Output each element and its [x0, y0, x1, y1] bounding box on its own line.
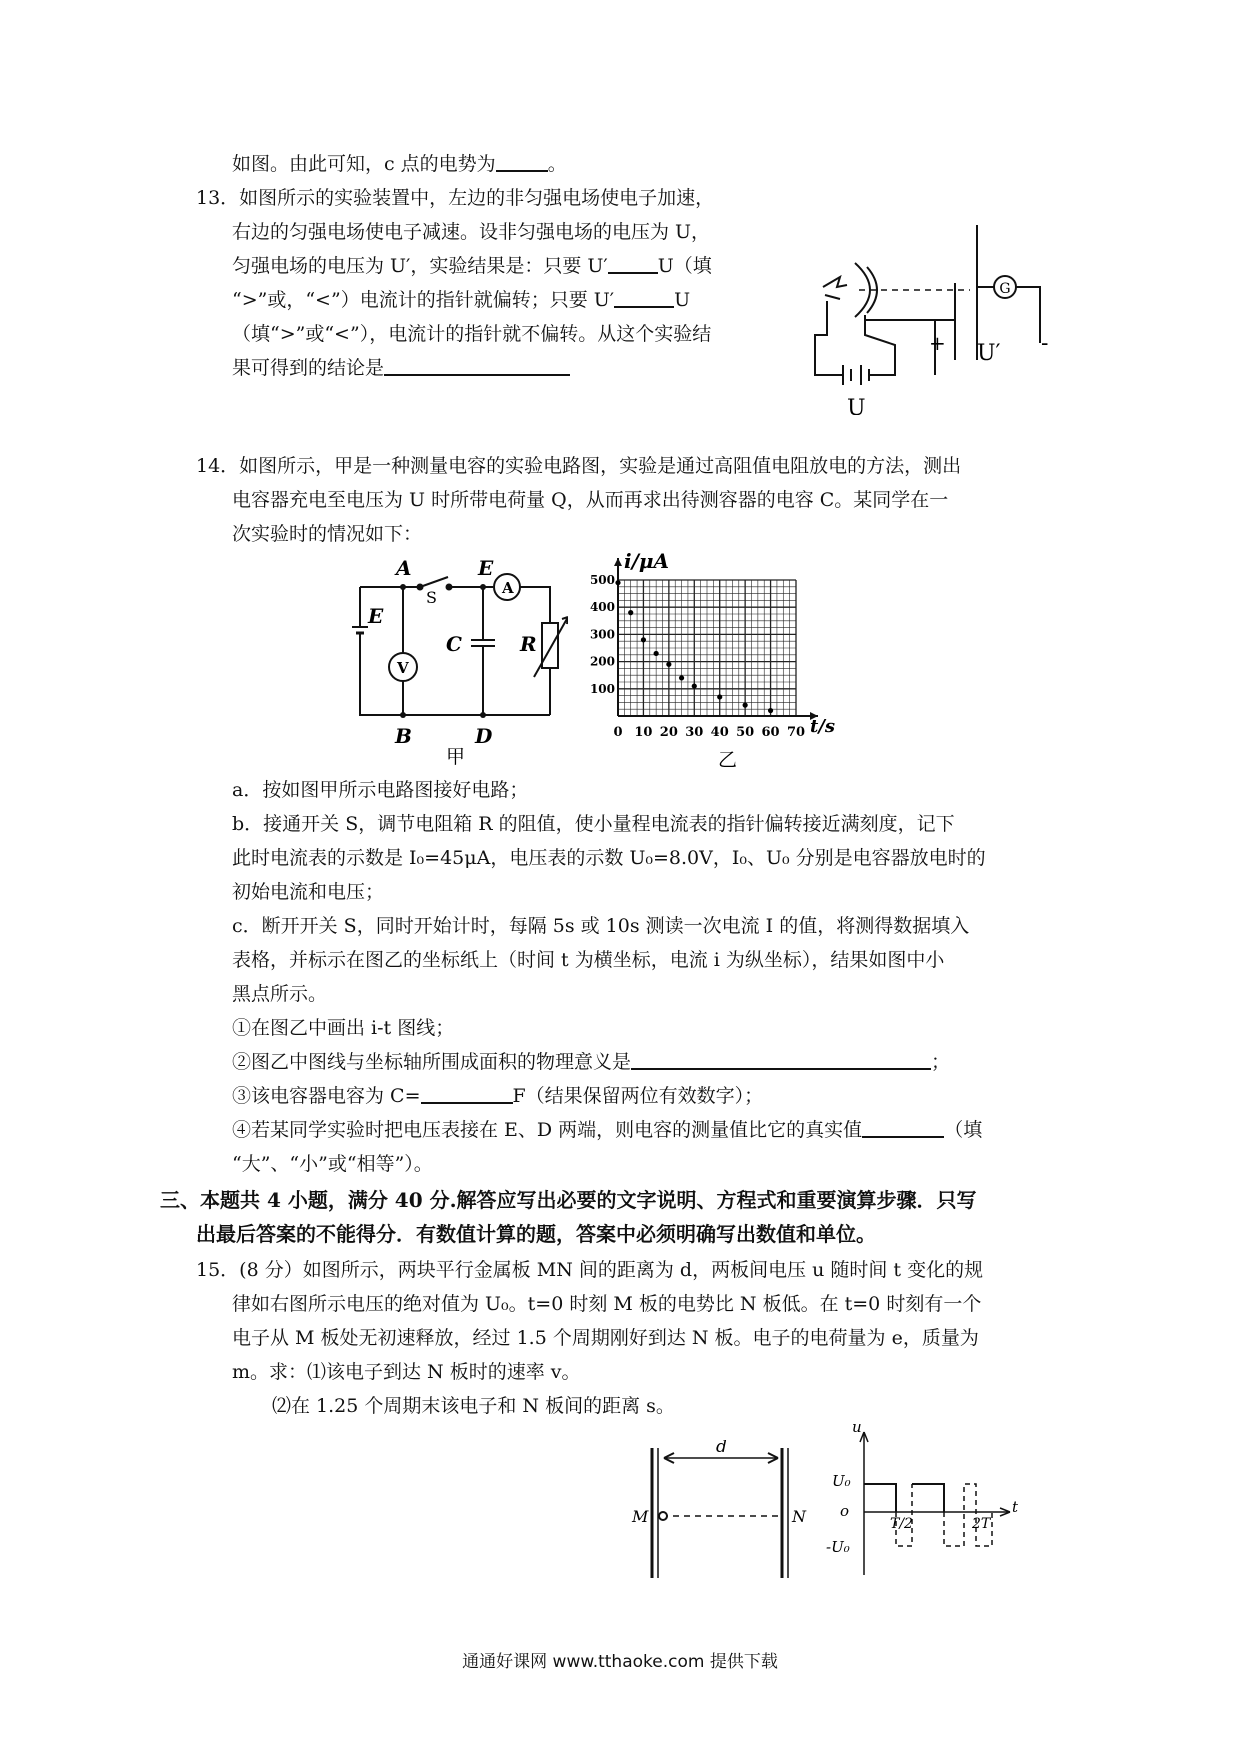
galvanometer-label: G	[999, 281, 1011, 297]
data-point	[743, 703, 748, 708]
x-tick-label: 70	[786, 725, 806, 740]
node-a-label: A	[396, 556, 412, 580]
q14-sub-4-cont: “大”、“小”或“相等”）。	[232, 1153, 433, 1175]
answer-blank	[608, 252, 658, 274]
distance-d-label: d	[716, 1440, 727, 1457]
t-half-label: T/2	[890, 1516, 913, 1532]
q14-step-b-1: b．接通开关 S，调节电阻箱 R 的阻值，使小量程电流表的指针偏转接近满刻度，记下	[232, 813, 955, 835]
answer-blank	[614, 286, 674, 308]
data-point	[654, 651, 659, 656]
data-point	[679, 675, 684, 680]
voltmeter-label: V	[397, 659, 409, 677]
prev-question-tail: 如图。由此可知，c 点的电势为 。	[232, 150, 567, 178]
data-point	[628, 610, 633, 615]
q13-line-2: 右边的匀强电场使电子减速。设非匀强电场的电压为 U，	[232, 221, 711, 243]
two-t-label: 2T	[972, 1516, 991, 1532]
plus-label: +	[929, 331, 946, 355]
y-axis-label: i/μA	[624, 549, 670, 573]
q15-line-1: 15．(8 分）如图所示，两块平行金属板 MN 间的距离为 d，两板间电压 u 随时间 t 变化的规	[196, 1259, 984, 1281]
data-point	[666, 662, 671, 667]
minus-label: -	[1041, 331, 1049, 356]
q13-line-1: 13．如图所示的实验装置中，左边的非匀强电场使电子加速，	[196, 187, 715, 209]
q14-line-1: 14．如图所示，甲是一种测量电容的实验电路图，实验是通过高阻值电阻放电的方法，测出	[196, 455, 962, 477]
plate-n-label: N	[792, 1507, 806, 1526]
u-prime-label: U′	[977, 341, 1001, 366]
figure-yi-caption: 乙	[718, 749, 738, 771]
answer-blank	[631, 1048, 931, 1070]
y-tick-label: 100	[589, 681, 615, 696]
x-axis-label: t/s	[810, 716, 836, 737]
y-tick-label: 400	[589, 600, 615, 615]
data-point	[717, 694, 722, 699]
q14-step-c-1: c．断开开关 S，同时开始计时，每隔 5s 或 10s 测读一次电流 I 的值，将测得数据填入	[232, 915, 970, 937]
figure-jia-caption: 甲	[446, 746, 466, 768]
node-b-label: B	[395, 724, 412, 748]
circuit-diagram	[338, 555, 568, 770]
data-point	[768, 708, 773, 713]
i-t-graph	[588, 548, 848, 773]
answer-blank	[384, 354, 570, 376]
q14-line-3: 次实验时的情况如下：	[232, 523, 423, 545]
x-tick-label: 50	[736, 725, 755, 740]
q15-line-3: 电子从 M 板处无初速释放，经过 1.5 个周期刚好到达 N 板。电子的电荷量为 e，质量为	[232, 1327, 979, 1349]
x-tick-label: 60	[761, 725, 780, 740]
u0-label: U₀	[832, 1472, 851, 1490]
q13-line-3: 匀强电场的电压为 U′，实验结果是：只要 U′ U（填	[232, 252, 712, 280]
section3-line-2: 出最后答案的不能得分．有数值计算的题，答案中必须明确写出数值和单位。	[196, 1222, 876, 1246]
q13-line-4: “>”或，“<”）电流计的指针就偏转；只要 U′ U	[232, 286, 690, 314]
q15-voltage-waveform	[822, 1420, 1022, 1580]
q15-line-2: 律如右图所示电压的绝对值为 U₀。t=0 时刻 M 板的电势比 N 板低。在 t=0 时刻有一个	[232, 1293, 982, 1315]
t-axis-label: t	[1012, 1498, 1019, 1516]
q13-line-5: （填“>”或“<”），电流计的指针就不偏转。从这个实验结	[232, 323, 712, 345]
q14-sub-3: ③该电容器电容为 C= F（结果保留两位有效数字）；	[232, 1082, 763, 1110]
q14-step-b-2: 此时电流表的示数是 I₀=45μA，电压表的示数 U₀=8.0V，I₀、U₀ 分别是电容器放电时的	[232, 847, 986, 869]
data-point	[615, 580, 620, 585]
q15-line-5: ⑵在 1.25 个周期末该电子和 N 板间的距离 s。	[272, 1395, 675, 1417]
switch-s-label: S	[426, 588, 437, 607]
page-footer: 通通好课网 www.tthaoke.com 提供下载	[462, 1652, 778, 1672]
q14-step-c-3: 黑点所示。	[232, 983, 328, 1005]
capacitor-c-label: C	[446, 632, 462, 656]
answer-blank	[496, 150, 548, 172]
y-tick-label: 200	[589, 654, 615, 669]
q14-step-a: a．按如图甲所示电路图接好电路；	[232, 779, 529, 801]
source-e-label: E	[368, 604, 384, 628]
q14-step-c-2: 表格，并标示在图乙的坐标纸上（时间 t 为横坐标，电流 i 为纵坐标），结果如图中小	[232, 949, 945, 971]
x-tick-label: 10	[634, 725, 653, 740]
x-tick-label: 20	[659, 725, 678, 740]
q15-plates-figure	[630, 1440, 810, 1580]
section3-line-1: 三、本题共 4 小题，满分 40 分.解答应写出必要的文字说明、方程式和重要演算步骤．只写	[160, 1188, 977, 1212]
x-tick-label: 40	[710, 725, 729, 740]
q14-sub-4: ④若某同学实验时把电压表接在 E、D 两端，则电容的测量值比它的真实值 （填	[232, 1116, 982, 1144]
x-tick-label: 0	[613, 725, 623, 740]
electron-dot	[659, 1512, 667, 1520]
plate-m-label: M	[632, 1507, 649, 1526]
q13-apparatus-figure	[795, 215, 1080, 415]
y-tick-label: 300	[589, 627, 615, 642]
neg-u0-label: -U₀	[826, 1538, 850, 1556]
u-label: U	[847, 396, 866, 415]
answer-blank	[421, 1082, 513, 1104]
q14-sub-2: ②图乙中图线与坐标轴所围成面积的物理意义是 ；	[232, 1048, 950, 1076]
q14-sub-1: ①在图乙中画出 i-t 图线；	[232, 1017, 455, 1039]
answer-blank	[862, 1116, 944, 1138]
x-tick-label: 30	[685, 725, 704, 740]
resistor-r-label: R	[520, 632, 537, 656]
graph-ticks	[590, 573, 805, 740]
data-point	[692, 683, 697, 688]
y-tick-label: 500	[589, 573, 615, 587]
q13-line-6: 果可得到的结论是	[232, 354, 570, 382]
q14-line-2: 电容器充电至电压为 U 时所带电荷量 Q，从而再求出待测容器的电容 C。某同学在一	[232, 489, 949, 511]
data-point	[641, 637, 646, 642]
y-axis-arrow	[614, 558, 622, 566]
ammeter-label: A	[502, 579, 514, 597]
origin-label: o	[840, 1502, 850, 1520]
node-d-label: D	[475, 724, 493, 748]
q15-line-4: m。求：⑴该电子到达 N 板时的速率 v。	[232, 1361, 581, 1383]
graph-grid	[618, 580, 796, 716]
q14-step-b-3: 初始电流和电压；	[232, 881, 385, 903]
node-e-label: E	[478, 556, 494, 580]
u-axis-label: u	[852, 1420, 862, 1436]
